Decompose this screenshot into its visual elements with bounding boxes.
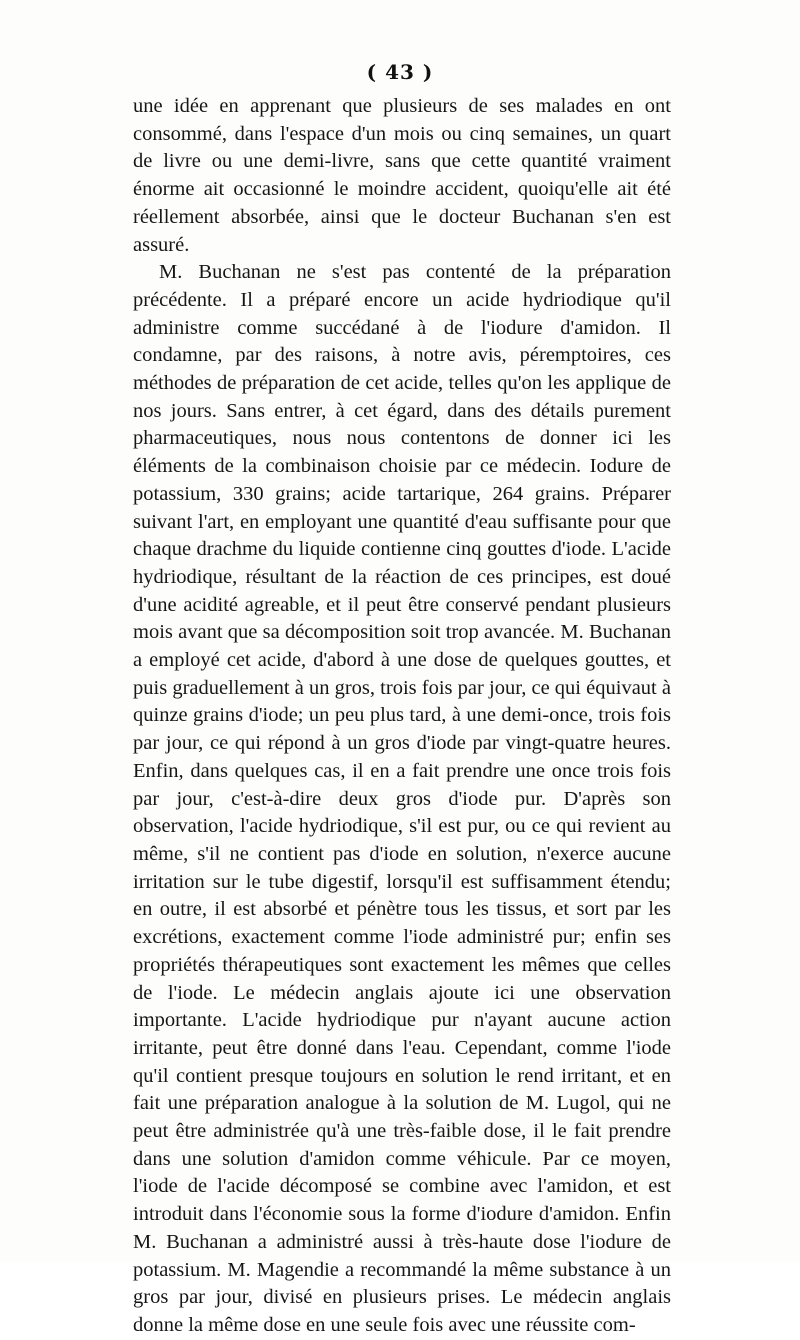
- body-text: [133, 93, 671, 1340]
- paragraph-continuation: une idée en apprenant que plusieurs de ses malades en ont consommé, dans l'espace d'un mois ou cinq semaines, un quart de livre ou une demi-livre, sans que cette quantité vraiment énorme ait occasionné le moindre accident, quoiqu'elle ait été réellement absorbée, ainsi que le docteur Buchanan s'en est assuré.: [133, 95, 671, 256]
- page-number: ( 43 ): [366, 60, 434, 84]
- paragraph-buchanan-acid: M. Buchanan ne s'est pas contenté de la préparation précédente. Il a préparé encore un acide hydriodique qu'il administre comme succédané à de l'iodure d'amidon. Il condamne, par des raisons, à notre avis, péremptoires, ces méthodes de préparation de cet acide, telles qu'on les applique de nos jours. Sans entrer, à cet égard, dans des détails purement pharmaceutiques, nous nous contentons de donner ici les éléments de la combinaison choisie par ce médecin. Iodure de potassium, 330 grains; acide tartarique, 264 grains. Préparer suivant l'art, en employant une quantité d'eau suffisante pour que chaque drachme du liquide contienne cinq gouttes d'iode. L'acide hydriodique, résultant de la réaction de ces principes, est doué d'une acidité agreable, et il peut être conservé pendant plusieurs mois avant que sa décomposition soit trop avancée. M. Buchanan a employé cet acide, d'abord à une dose de quelques gouttes, et puis graduellement à un gros, trois fois par jour, ce qui équivaut à quinze grains d'iode; un peu plus tard, à une demi-once, trois fois par jour, ce qui répond à un gros d'iode par vingt-quatre heures. Enfin, dans quelques cas, il en a fait prendre une once trois fois par jour, c'est-à-dire deux gros d'iode pur. D'après son observation, l'acide hydriodique, s'il est pur, ou ce qui revient au même, s'il ne contient pas d'iode en solution, n'exerce aucune irritation sur le tube digestif, lorsqu'il est suffisamment étendu; en outre, il est absorbé et pénètre tous les tissus, et sort par les excrétions, exactement comme l'iode administré pur; enfin ses propriétés thérapeutiques sont exactement les mêmes que celles de l'iode. Le médecin anglais ajoute ici une observation importante. L'acide hydriodique pur n'ayant aucune action irritante, peut être donné dans l'eau. Cependant, comme l'iode qu'il contient presque toujours en solution le rend irritant, et en fait une préparation analogue à la solution de M. Lugol, qui ne peut être administrée qu'à une très-faible dose, il le fait prendre dans une solution d'amidon comme véhicule. Par ce moyen, l'iode de l'acide décomposé se combine avec l'amidon, et est introduit dans l'économie sous la forme d'iodure d'amidon. Enfin M. Buchanan a administré aussi à très-haute dose l'iodure de potassium. M. Magendie a recommandé la même substance à un gros par jour, divisé en plusieurs prises. Le médecin anglais donne la même dose en une seule fois avec une réussite com-: [133, 261, 671, 1336]
